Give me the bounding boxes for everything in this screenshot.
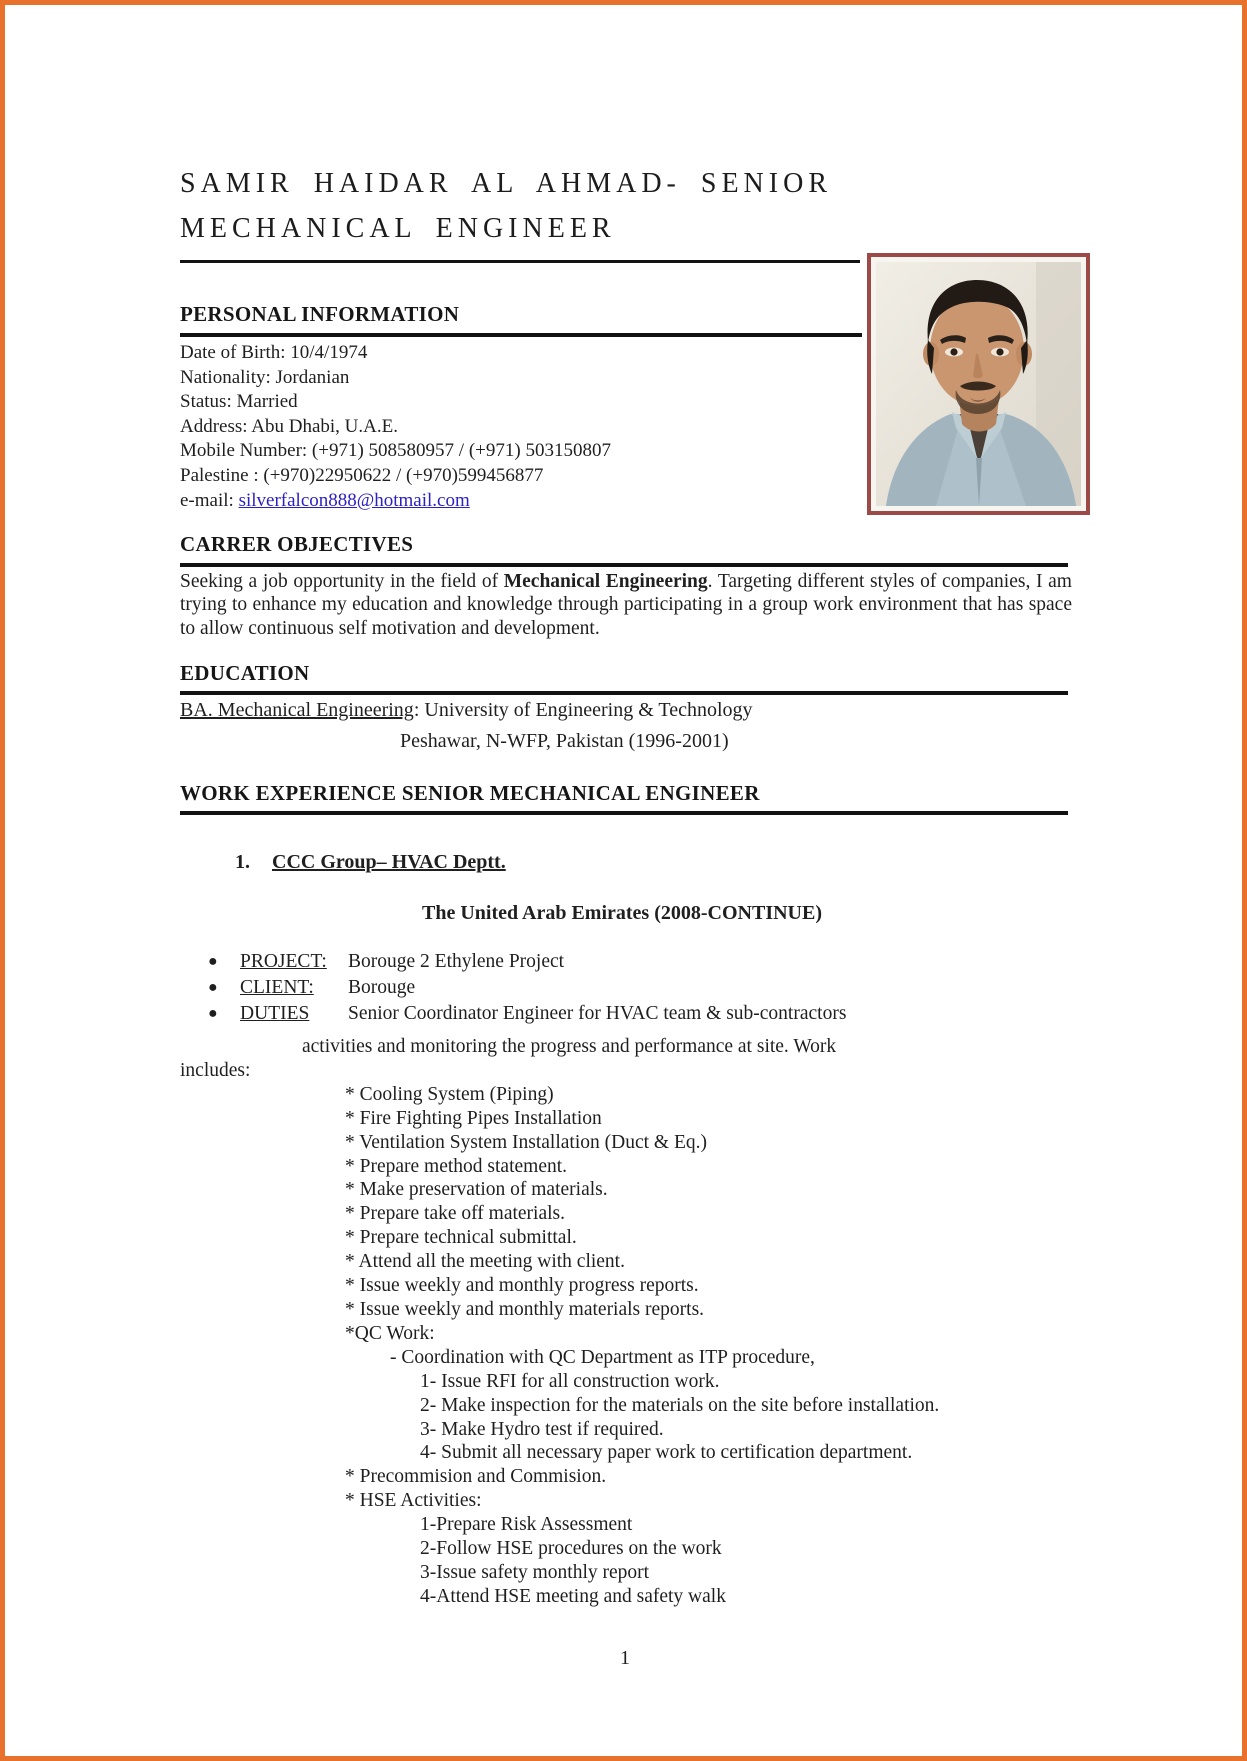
task-item-hse: * HSE Activities:: [345, 1490, 482, 1512]
qc-item: 3- Make Hydro test if required.: [420, 1418, 664, 1440]
education-underline: [180, 691, 1068, 695]
dob-line: Date of Birth: 10/4/1974: [180, 342, 368, 363]
experience-bullets: [180, 949, 1070, 1026]
email-link[interactable]: silverfalcon888@hotmail.com: [238, 489, 470, 511]
qc-item: 2- Make inspection for the materials on the site before installation.: [420, 1394, 940, 1416]
client-label: CLIENT:: [240, 976, 314, 998]
duties-continuation: activities and monitoring the progress and performance at site. Work: [302, 1036, 837, 1057]
email-line: [180, 489, 870, 514]
experience-item-number: 1.: [235, 851, 250, 873]
title-underline: [180, 260, 860, 263]
task-item: * Precommision and Commision.: [345, 1466, 607, 1488]
bullet-icon: ●: [208, 1004, 218, 1022]
hse-item: 1-Prepare Risk Assessment: [420, 1514, 633, 1536]
personal-information-heading: PERSONAL INFORMATION: [180, 302, 460, 326]
client-row: [180, 975, 1070, 1001]
experience-item-1: [180, 851, 506, 874]
includes-label: includes:: [180, 1059, 251, 1081]
task-item: * Make preservation of materials.: [345, 1179, 608, 1201]
page-title: [180, 161, 940, 251]
carrer-objectives-heading: CARRER OBJECTIVES: [180, 532, 414, 556]
page-number: 1: [620, 1647, 630, 1669]
objectives-paragraph: [180, 570, 1072, 640]
personal-underline: [180, 333, 862, 337]
bullet-icon: ●: [208, 978, 218, 996]
education-location-line: Peshawar, N-WFP, Pakistan (1996-2001): [400, 730, 729, 752]
objectives-text-before: Seeking a job opportunity in the field of: [180, 571, 504, 592]
status-line: Status: Married: [180, 391, 298, 413]
portrait-illustration: [876, 262, 1081, 506]
title-line-1: SAMIR HAIDAR AL AHMAD- SENIOR: [180, 168, 832, 199]
education-degree-line: [180, 699, 753, 722]
task-item: * Cooling System (Piping): [345, 1083, 554, 1105]
bullet-icon: ●: [208, 953, 218, 970]
experience-location: The United Arab Emirates (2008-CONTINUE): [422, 902, 822, 924]
task-item-qc-work: *QC Work:: [345, 1322, 435, 1344]
degree-name: BA. Mechanical Engineering: [180, 699, 414, 721]
hse-item: 4-Attend HSE meeting and safety walk: [420, 1585, 726, 1607]
carrer-underline: [180, 563, 1068, 567]
project-row: [180, 949, 1070, 975]
work-experience-heading: WORK EXPERIENCE SENIOR MECHANICAL ENGINEER: [180, 781, 760, 805]
task-item: * Prepare technical submittal.: [345, 1227, 577, 1249]
education-heading: EDUCATION: [180, 661, 310, 685]
address-line: Address: Abu Dhabi, U.A.E.: [180, 415, 398, 437]
duties-label: DUTIES: [240, 1002, 310, 1024]
task-item: * Attend all the meeting with client.: [345, 1251, 625, 1273]
work-underline: [180, 811, 1068, 815]
qc-item: 1- Issue RFI for all construction work.: [420, 1370, 720, 1392]
task-item: * Prepare take off materials.: [345, 1203, 566, 1225]
objectives-text-after: . Targeting different styles of companies, I am trying to enhance my education and knowledge through participating in a group work environment that has space to allow continuous self motivation and development.: [180, 571, 1072, 639]
title-line-2: MECHANICAL ENGINEER: [180, 213, 616, 244]
task-item: * Ventilation System Installation (Duct & Eq.): [345, 1131, 707, 1153]
hse-item: 2-Follow HSE procedures on the work: [420, 1538, 722, 1560]
task-item: * Issue weekly and monthly progress reports.: [345, 1275, 699, 1297]
palestine-line: Palestine : (+970)22950622 / (+970)599456877: [180, 464, 544, 486]
hse-item: 3-Issue safety monthly report: [420, 1561, 650, 1583]
qc-item: - Coordination with QC Department as ITP procedure,: [390, 1346, 815, 1368]
client-value: Borouge: [348, 976, 416, 998]
profile-photo: [867, 253, 1090, 515]
email-label: e-mail:: [180, 489, 239, 511]
task-item: * Fire Fighting Pipes Installation: [345, 1107, 602, 1129]
company-name: CCC Group– HVAC Deptt.: [272, 851, 506, 873]
duties-value: Senior Coordinator Engineer for HVAC team & sub-contractors: [348, 1002, 847, 1024]
objectives-text-bold: Mechanical Engineering: [503, 571, 708, 592]
mobile-line: Mobile Number: (+971) 508580957 / (+971) 503150807: [180, 440, 611, 462]
duties-row: [180, 1001, 1070, 1027]
qc-item: 4- Submit all necessary paper work to certification department.: [420, 1442, 913, 1464]
project-value: Borouge 2 Ethylene Project: [348, 951, 565, 972]
task-item: * Prepare method statement.: [345, 1155, 568, 1177]
duties-detail-list: [180, 1035, 1120, 1609]
personal-information-list: [180, 341, 870, 513]
task-item: * Issue weekly and monthly materials reports.: [345, 1298, 705, 1320]
degree-university: : University of Engineering & Technology: [413, 699, 753, 721]
nationality-line: Nationality: Jordanian: [180, 366, 350, 388]
project-label: PROJECT:: [240, 951, 327, 972]
